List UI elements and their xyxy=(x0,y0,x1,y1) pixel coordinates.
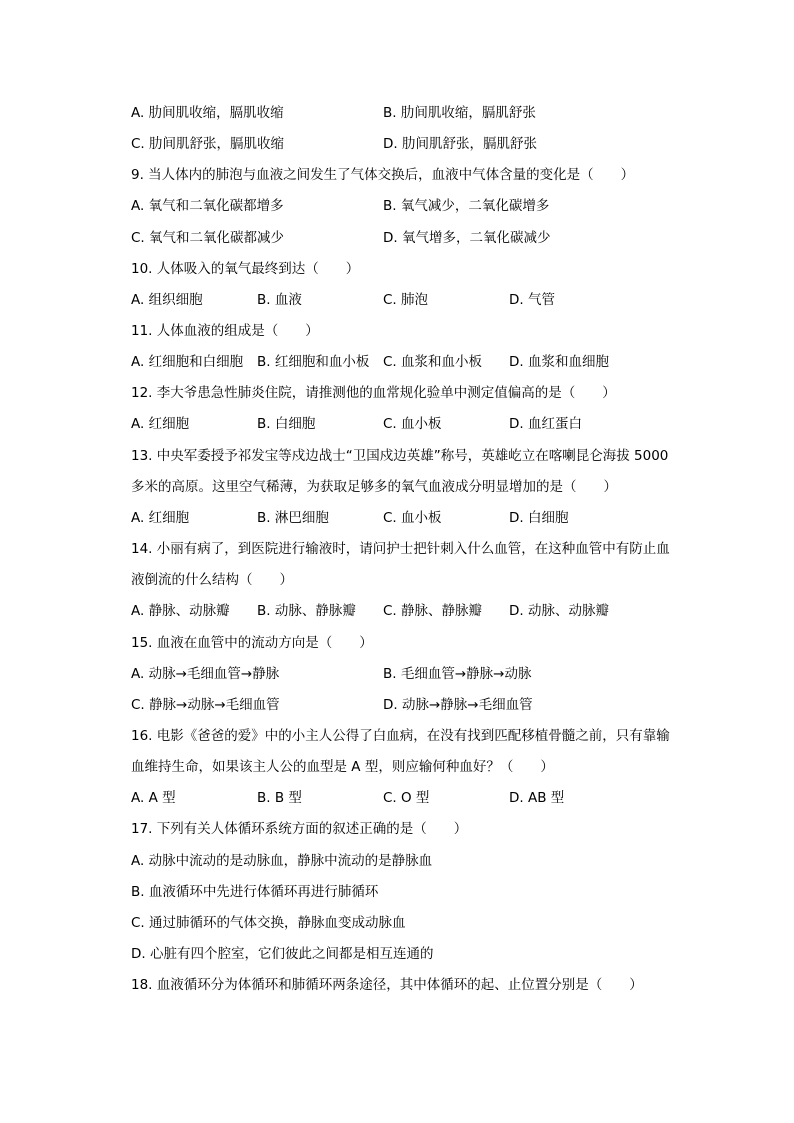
q17-option-a: A. 动脉中流动的是动脉血，静脉中流动的是静脉血 xyxy=(131,853,433,869)
q11-stem: 11. 人体血液的组成是（ ） xyxy=(131,323,319,339)
q8-option-b: B. 肋间肌收缩，膈肌舒张 xyxy=(383,105,536,121)
q17-option-b: B. 血液循环中先进行体循环再进行肺循环 xyxy=(131,884,379,900)
q8-option-d: D. 肋间肌舒张，膈肌舒张 xyxy=(383,136,537,152)
q16-stem-line2: 血维持生命，如果该主人公的血型是 A 型，则应输何种血好？（ ） xyxy=(131,759,554,775)
q15-stem: 15. 血液在血管中的流动方向是（ ） xyxy=(131,635,373,651)
q9-option-a: A. 氧气和二氧化碳都增多 xyxy=(131,198,284,214)
q16-option-a: A. A 型 xyxy=(131,790,176,806)
q15-option-c: C. 静脉→动脉→毛细血管 xyxy=(131,697,280,713)
q16-option-c: C. O 型 xyxy=(383,790,430,806)
q12-option-a: A. 红细胞 xyxy=(131,416,190,432)
q13-option-c: C. 血小板 xyxy=(383,510,442,526)
q13-option-b: B. 淋巴细胞 xyxy=(257,510,329,526)
q13-option-d: D. 白细胞 xyxy=(509,510,569,526)
q10-option-a: A. 组织细胞 xyxy=(131,292,203,308)
q16-option-d: D. AB 型 xyxy=(509,790,565,806)
q11-option-c: C. 血浆和血小板 xyxy=(383,354,483,370)
q14-option-b: B. 动脉、静脉瓣 xyxy=(257,603,356,619)
q9-stem: 9. 当人体内的肺泡与血液之间发生了气体交换后，血液中气体含量的变化是（ ） xyxy=(131,167,635,183)
q10-option-b: B. 血液 xyxy=(257,292,302,308)
q18-stem: 18. 血液循环分为体循环和肺循环两条途径，其中体循环的起、止位置分别是（ ） xyxy=(131,977,643,993)
q11-option-b: B. 红细胞和血小板 xyxy=(257,354,370,370)
q15-option-b: B. 毛细血管→静脉→动脉 xyxy=(383,666,532,682)
q10-stem: 10. 人体吸入的氧气最终到达（ ） xyxy=(131,261,360,277)
q13-stem-line2: 多米的高原。这里空气稀薄，为获取足够多的氧气血液成分明显增加的是（ ） xyxy=(131,479,617,495)
q17-option-c: C. 通过肺循环的气体交换，静脉血变成动脉血 xyxy=(131,915,406,931)
q10-option-d: D. 气管 xyxy=(509,292,555,308)
q12-option-b: B. 白细胞 xyxy=(257,416,316,432)
q15-option-a: A. 动脉→毛细血管→静脉 xyxy=(131,666,280,682)
q13-stem-line1: 13. 中央军委授予祁发宝等戍边战士“卫国戍边英雄”称号，英雄屹立在喀喇昆仑海拔 5000 xyxy=(131,448,669,464)
q9-option-c: C. 氧气和二氧化碳都减少 xyxy=(131,230,285,246)
q9-option-d: D. 氧气增多，二氧化碳减少 xyxy=(383,230,551,246)
q9-option-b: B. 氧气减少，二氧化碳增多 xyxy=(383,198,550,214)
q13-option-a: A. 红细胞 xyxy=(131,510,190,526)
q12-option-c: C. 血小板 xyxy=(383,416,442,432)
q17-option-d: D. 心脏有四个腔室，它们彼此之间都是相互连通的 xyxy=(131,946,434,962)
q11-option-d: D. 血浆和血细胞 xyxy=(509,354,609,370)
q14-option-d: D. 动脉、动脉瓣 xyxy=(509,603,609,619)
q16-stem-line1: 16. 电影《爸爸的爱》中的小主人公得了白血病，在没有找到匹配移植骨髓之前，只有靠输 xyxy=(131,728,670,744)
q17-stem: 17. 下列有关人体循环系统方面的叙述正确的是（ ） xyxy=(131,821,468,837)
q12-stem: 12. 李大爷患急性肺炎住院，请推测他的血常规化验单中测定值偏高的是（ ） xyxy=(131,385,616,401)
q8-option-a: A. 肋间肌收缩，膈肌收缩 xyxy=(131,105,284,121)
q11-option-a: A. 红细胞和白细胞 xyxy=(131,354,244,370)
q10-option-c: C. 肺泡 xyxy=(383,292,429,308)
q12-option-d: D. 血红蛋白 xyxy=(509,416,582,432)
q14-option-c: C. 静脉、静脉瓣 xyxy=(383,603,483,619)
q14-stem-line1: 14. 小丽有病了，到医院进行输液时，请问护士把针刺入什么血管，在这种血管中有防止血 xyxy=(131,541,670,557)
q15-option-d: D. 动脉→静脉→毛细血管 xyxy=(383,697,533,713)
q8-option-c: C. 肋间肌舒张，膈肌收缩 xyxy=(131,136,285,152)
q14-option-a: A. 静脉、动脉瓣 xyxy=(131,603,230,619)
q16-option-b: B. B 型 xyxy=(257,790,302,806)
q14-stem-line2: 液倒流的什么结构（ ） xyxy=(131,572,293,588)
